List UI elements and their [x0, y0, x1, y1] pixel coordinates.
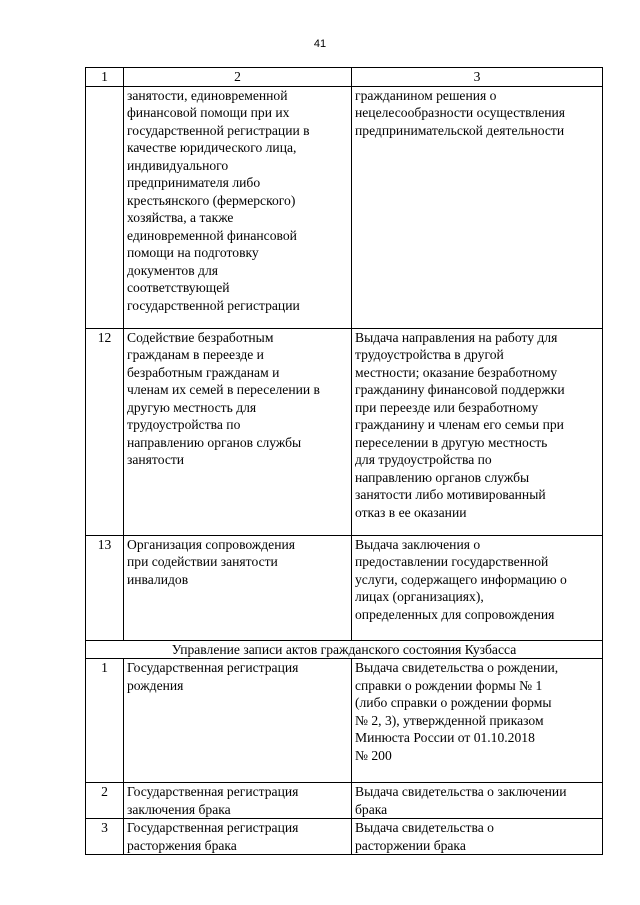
- table-row: [86, 819, 603, 855]
- row-number: 13: [86, 535, 124, 640]
- service-name: Государственная регистрация расторжения брака: [124, 819, 352, 855]
- service-name: Содействие безработным гражданам в переезде и безработным гражданам и членам их семей в переселении в другую местность для трудоустройства по направлению органов службы занятости: [124, 328, 352, 535]
- service-name: Организация сопровождения при содействии занятости инвалидов: [124, 535, 352, 640]
- row-number: [86, 86, 124, 328]
- service-name: занятости, единовременной финансовой помощи при их государственной регистрации в качестве юридического лица, индивидуального предпринимателя либо крестьянского (фермерского) хозяйства, а также единовременной финансовой помощи на подготовку документов для соответствующей государственной регистрации: [124, 86, 352, 328]
- service-result: Выдача свидетельства о расторжении брака: [352, 819, 603, 855]
- service-result: гражданином решения о нецелесообразности осуществления предпринимательской деятельности: [352, 86, 603, 328]
- table-row: [86, 659, 603, 783]
- service-result: Выдача свидетельства о заключении брака: [352, 783, 603, 819]
- header-col-1: 1: [86, 68, 124, 87]
- service-result: Выдача заключения о предоставлении государственной услуги, содержащего информацию о лицах (организациях), определенных для сопровождения: [352, 535, 603, 640]
- table-row: [86, 86, 603, 328]
- header-col-2: 2: [124, 68, 352, 87]
- section-title: Управление записи актов гражданского состояния Кузбасса: [86, 640, 603, 659]
- table-header-row: [86, 68, 603, 87]
- header-col-3: 3: [352, 68, 603, 87]
- table-row: [86, 535, 603, 640]
- service-result: Выдача свидетельства о рождении, справки о рождении формы № 1 (либо справки о рождении формы № 2, 3), утвержденной приказом Минюста России от 01.10.2018 № 200: [352, 659, 603, 783]
- table-row: [86, 783, 603, 819]
- service-result: Выдача направления на работу для трудоустройства в другой местности; оказание безработному гражданину финансовой поддержки при переезде или безработному гражданину и членам его семьи при переселении в другую местность для трудоустройства по направлению органов службы занятости либо мотивированный отказ в ее оказании: [352, 328, 603, 535]
- service-name: Государственная регистрация заключения брака: [124, 783, 352, 819]
- section-row: [86, 640, 603, 659]
- service-name: Государственная регистрация рождения: [124, 659, 352, 783]
- services-table: [85, 67, 603, 855]
- row-number: 2: [86, 783, 124, 819]
- row-number: 3: [86, 819, 124, 855]
- row-number: 1: [86, 659, 124, 783]
- row-number: 12: [86, 328, 124, 535]
- table-row: [86, 328, 603, 535]
- page-number: 41: [313, 38, 327, 50]
